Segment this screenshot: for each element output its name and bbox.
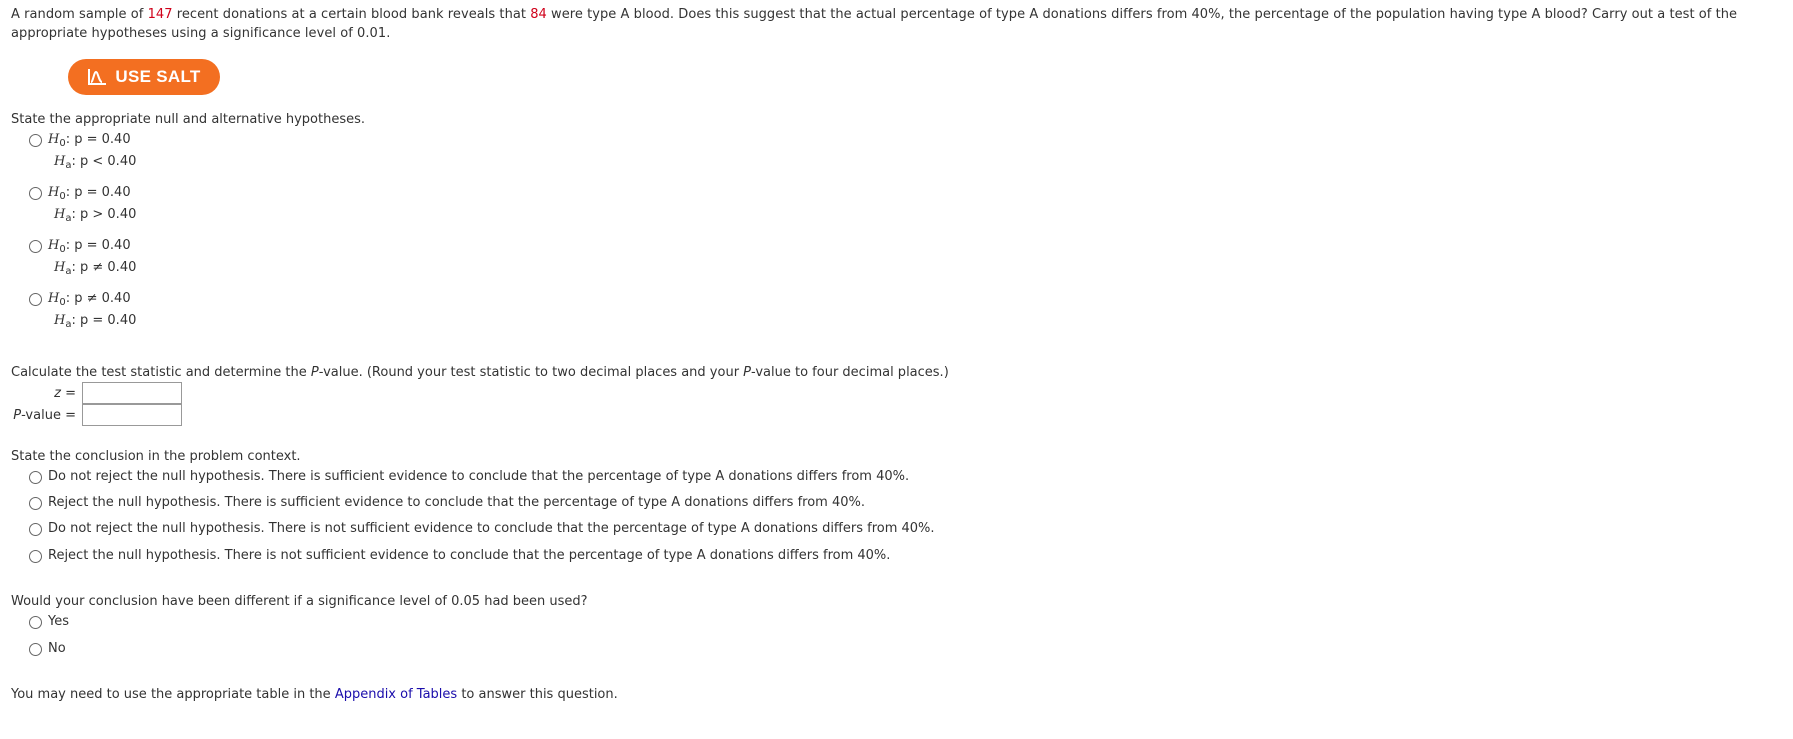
yes-radio[interactable] — [29, 616, 42, 629]
p-value-input[interactable] — [82, 404, 182, 426]
yes-label: Yes — [48, 614, 69, 629]
ha-expression: p = 0.40 — [80, 313, 137, 328]
appendix-of-tables-link[interactable]: Appendix of Tables — [334, 687, 458, 702]
p-value-suffix: -value — [21, 408, 61, 423]
prompt-text-part: -value. (Round your test statistic to two decimal places and your — [318, 365, 744, 380]
prompt-text-part: Calculate the test statistic and determine the — [11, 365, 311, 380]
hypothesis-option-3-radio[interactable] — [29, 240, 42, 253]
problem-text-part: were type A blood. Does this suggest that the actual percentage of type A donations differs from 40%, the percentage of the population having type A blood? Carry out a test of the appropriate hypotheses using a significance level of 0.01. — [11, 7, 1738, 41]
no-label: No — [48, 641, 66, 656]
hypothesis-option-2-ha: $H_a$: p > 0.40 — [54, 207, 137, 224]
conclusion-option-1-radio[interactable] — [29, 471, 42, 484]
problem-text-part: A random sample of — [11, 7, 148, 22]
hypotheses-prompt: State the appropriate null and alternative hypotheses. — [11, 112, 365, 127]
p-value-label — [11, 407, 76, 425]
h0-expression: p ≠ 0.40 — [74, 291, 131, 306]
use-salt-label: USE SALT — [115, 67, 201, 86]
hypothesis-option-1-radio[interactable] — [29, 134, 42, 147]
conclusion-option-2-radio[interactable] — [29, 497, 42, 510]
different-conclusion-prompt: Would your conclusion have been different if a significance level of 0.05 had been used? — [11, 594, 588, 609]
hypothesis-option-2-radio[interactable] — [29, 187, 42, 200]
equals-sign: = — [65, 386, 76, 401]
conclusion-option-1-label: Do not reject the null hypothesis. There is sufficient evidence to conclude that the percentage of type A donations differs from 40%. — [48, 469, 910, 484]
footer-text-part: You may need to use the appropriate table in the — [11, 687, 335, 702]
h0-expression: p = 0.40 — [74, 132, 131, 147]
conclusion-prompt: State the conclusion in the problem context. — [11, 449, 301, 464]
footer-text-part: to answer this question. — [457, 687, 618, 702]
conclusion-option-3-radio[interactable] — [29, 523, 42, 536]
problem-text-part: recent donations at a certain blood bank reveals that — [172, 7, 531, 22]
conclusion-option-2-label: Reject the null hypothesis. There is sufficient evidence to conclude that the percentage of type A donations differs from 40%. — [48, 495, 865, 510]
salt-chart-icon — [87, 68, 107, 86]
conclusion-option-3-label: Do not reject the null hypothesis. There is not sufficient evidence to conclude that the percentage of type A donations differs from 40%. — [48, 521, 935, 536]
hypothesis-option-1-h0: $H_0$: p = 0.40 — [48, 132, 131, 149]
sample-size-value: 147 — [147, 7, 173, 22]
z-symbol: z — [54, 386, 61, 401]
z-input[interactable] — [82, 382, 182, 404]
hypothesis-option-3-ha: $H_a$: p ≠ 0.40 — [54, 260, 137, 277]
conclusion-option-4-radio[interactable] — [29, 550, 42, 563]
hypothesis-option-1-ha: $H_a$: p < 0.40 — [54, 154, 137, 171]
ha-expression: p < 0.40 — [80, 154, 137, 169]
appendix-note — [11, 686, 618, 704]
hypothesis-option-2-h0: $H_0$: p = 0.40 — [48, 185, 131, 202]
type-a-count-value: 84 — [530, 7, 547, 22]
prompt-text-part: -value to four decimal places.) — [751, 365, 949, 380]
h0-expression: p = 0.40 — [74, 238, 131, 253]
ha-expression: p > 0.40 — [80, 207, 137, 222]
p-symbol: P — [13, 408, 22, 423]
z-label — [11, 385, 76, 403]
equals-sign: = — [65, 408, 76, 423]
hypothesis-option-4-h0: $H_0$: p ≠ 0.40 — [48, 291, 131, 308]
conclusion-option-4-label: Reject the null hypothesis. There is not sufficient evidence to conclude that the percentage of type A donations differs from 40%. — [48, 548, 891, 563]
no-radio[interactable] — [29, 643, 42, 656]
test-statistic-prompt — [11, 364, 949, 382]
problem-statement — [11, 5, 1786, 43]
p-symbol: P — [743, 365, 752, 380]
hypothesis-option-4-ha: $H_a$: p = 0.40 — [54, 313, 137, 330]
hypothesis-option-4-radio[interactable] — [29, 293, 42, 306]
ha-expression: p ≠ 0.40 — [80, 260, 137, 275]
p-symbol: P — [310, 365, 319, 380]
h0-expression: p = 0.40 — [74, 185, 131, 200]
use-salt-button[interactable] — [68, 59, 220, 95]
hypothesis-option-3-h0: $H_0$: p = 0.40 — [48, 238, 131, 255]
